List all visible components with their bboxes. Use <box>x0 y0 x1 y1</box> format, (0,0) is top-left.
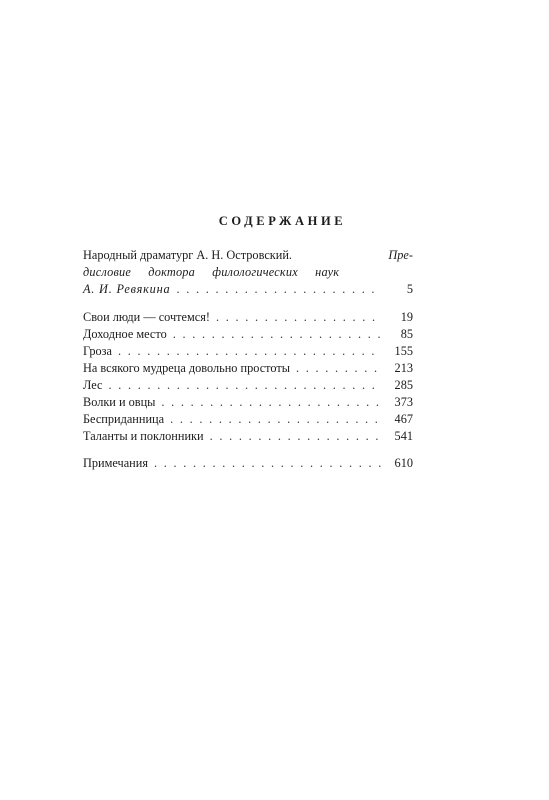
entry-title: Таланты и поклонники <box>83 429 204 443</box>
dot-leader <box>170 411 381 428</box>
toc-entry <box>83 428 413 445</box>
page-number: 610 <box>394 456 413 470</box>
toc-entry <box>83 326 413 343</box>
dot-leader <box>176 281 381 298</box>
dot-leader <box>161 394 381 411</box>
entry-title: Гроза <box>83 344 112 358</box>
entry-title: На всякого мудреца довольно простоты <box>83 361 290 375</box>
toc-entry-foreword <box>83 247 413 298</box>
entry-title: Волки и овцы <box>83 395 156 409</box>
foreword-line-1 <box>83 247 413 264</box>
foreword-line-1-text: Народный драматург А. Н. Островский. <box>83 248 292 262</box>
spacer <box>83 445 413 455</box>
page-number: 541 <box>394 429 413 443</box>
foreword-line-2 <box>83 264 413 281</box>
toc-entry <box>83 343 413 360</box>
page-number: 85 <box>400 327 413 341</box>
dot-leader <box>118 343 381 360</box>
dot-leader <box>173 326 381 343</box>
dot-leader <box>216 309 381 326</box>
page-number: 467 <box>394 412 413 426</box>
toc-entry <box>83 309 413 326</box>
foreword-line-1-italic: Пре- <box>388 248 413 262</box>
foreword-line-3 <box>83 281 413 298</box>
page-number: 373 <box>394 395 413 409</box>
dot-leader <box>296 360 381 377</box>
dot-leader <box>154 455 381 472</box>
page-number: 155 <box>394 344 413 358</box>
toc-entry <box>83 411 413 428</box>
page-number: 5 <box>406 282 413 296</box>
toc-entry <box>83 394 413 411</box>
entry-title: Доходное место <box>83 327 167 341</box>
page-number: 213 <box>394 361 413 375</box>
table-of-contents <box>83 247 413 472</box>
dot-leader <box>108 377 381 394</box>
entry-title: Свои люди — сочтемся! <box>83 310 211 324</box>
entry-title: Примечания <box>83 456 149 470</box>
page-number: 19 <box>400 310 413 324</box>
spacer <box>83 300 413 309</box>
toc-entry <box>83 360 413 377</box>
toc-entry <box>83 377 413 394</box>
page-number: 285 <box>394 378 413 392</box>
dot-leader <box>210 428 381 445</box>
entry-title: Бесприданница <box>83 412 165 426</box>
contents-heading: СОДЕРЖАНИЕ <box>218 214 347 228</box>
toc-entry-notes <box>83 455 413 472</box>
foreword-author: А. И. Ревякина <box>83 282 171 296</box>
foreword-line-2-text: дисловие доктора филологических наук <box>83 265 340 279</box>
entry-title: Лес <box>83 378 103 392</box>
